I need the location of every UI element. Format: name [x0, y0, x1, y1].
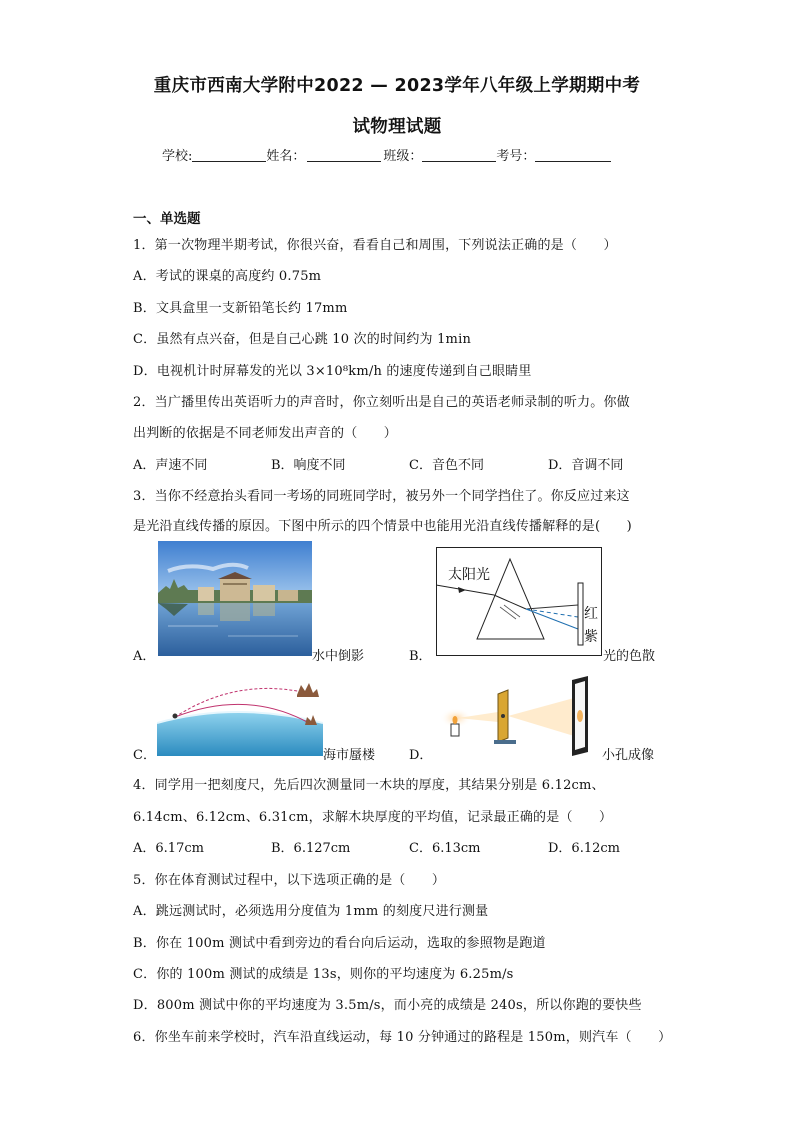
- q2-option-d: D．音调不同: [548, 458, 624, 473]
- q3-label-c: C．: [133, 748, 156, 763]
- class-label: 班级：: [383, 149, 423, 164]
- number-blank[interactable]: [535, 147, 611, 162]
- name-label: 姓名：: [266, 149, 306, 164]
- q5-option-c: C．你的 100m 测试的成绩是 13s，则你的平均速度为 6.25m/s: [133, 967, 514, 982]
- mirage-illustration: [157, 683, 323, 756]
- prism-sunlight-label: 太阳光: [448, 567, 490, 583]
- q2-option-c: C．音色不同: [409, 458, 484, 473]
- prism-red-label: 红: [584, 606, 598, 622]
- q1-stem: 1．第一次物理半期考试，你很兴奋，看看自己和周围，下列说法正确的是（ ）: [133, 238, 617, 253]
- q3-stem-line1: 3．当你不经意抬头看同一考场的同班同学时，被另外一个同学挡住了。你反应过来这: [133, 489, 630, 504]
- name-blank[interactable]: [307, 147, 381, 162]
- school-label: 学校:: [162, 149, 193, 164]
- q3-stem-line2: 是光沿直线传播的原因。下图中所示的四个情景中也能用光沿直线传播解释的是( ): [133, 519, 632, 534]
- q5-option-b: B．你在 100m 测试中看到旁边的看台向后运动，选取的参照物是跑道: [133, 936, 546, 951]
- q2-option-b: B．响度不同: [271, 458, 346, 473]
- q1-option-d: D．电视机计时屏幕发的光以 3×10⁸km/h 的速度传递到自己眼睛里: [133, 364, 532, 379]
- class-blank[interactable]: [422, 147, 496, 162]
- q3-label-b: B．: [409, 649, 432, 664]
- section-heading: 一、单选题: [133, 211, 201, 227]
- exam-title-line1: 重庆市西南大学附中2022 — 2023学年八年级上学期期中考: [153, 76, 641, 96]
- q4-stem-line2: 6.14cm、6.12cm、6.31cm，求解木块厚度的平均值，记录最正确的是（ ）: [133, 810, 613, 825]
- q3-label-d: D．: [409, 748, 433, 763]
- q3-caption-d: 小孔成像: [602, 748, 655, 763]
- q2-stem-line2: 出判断的依据是不同老师发出声音的（ ）: [133, 426, 398, 441]
- q3-caption-a: 水中倒影: [312, 649, 365, 664]
- q5-option-d: D．800m 测试中你的平均速度为 3.5m/s，而小亮的成绩是 240s，所以你跑的要快些: [133, 998, 642, 1013]
- q5-option-a: A．跳远测试时，必须选用分度值为 1mm 的刻度尺进行测量: [133, 904, 489, 919]
- exam-title-line2: 试物理试题: [352, 117, 442, 137]
- q3-caption-c: 海市蜃楼: [323, 748, 376, 763]
- number-label: 考号：: [496, 149, 536, 164]
- pinhole-camera-illustration: [436, 676, 602, 756]
- school-blank[interactable]: [192, 147, 266, 162]
- q5-stem: 5．你在体育测试过程中，以下选项正确的是（ ）: [133, 873, 446, 888]
- q3-caption-b: 光的色散: [603, 649, 656, 664]
- q1-option-b: B．文具盒里一支新铅笔长约 17mm: [133, 301, 348, 316]
- student-info-row: [162, 145, 611, 164]
- q6-stem: 6．你坐车前来学校时，汽车沿直线运动，每 10 分钟通过的路程是 150m，则汽车（ ）: [133, 1030, 672, 1045]
- reflection-photo: [158, 541, 312, 656]
- q2-stem-line1: 2．当广播里传出英语听力的声音时，你立刻听出是自己的英语老师录制的听力。你做: [133, 395, 630, 410]
- q1-option-a: A．考试的课桌的高度约 0.75m: [133, 269, 322, 284]
- q1-option-c: C．虽然有点兴奋，但是自己心跳 10 次的时间约为 1min: [133, 332, 472, 347]
- q4-option-d: D．6.12cm: [548, 841, 620, 856]
- q4-option-a: A．6.17cm: [133, 841, 204, 856]
- q2-option-a: A．声速不同: [133, 458, 208, 473]
- q4-stem-line1: 4．同学用一把刻度尺，先后四次测量同一木块的厚度，其结果分别是 6.12cm、: [133, 778, 605, 793]
- q4-option-b: B．6.127cm: [271, 841, 351, 856]
- prism-violet-label: 紫: [584, 629, 598, 645]
- q4-option-c: C．6.13cm: [409, 841, 481, 856]
- q3-label-a: A．: [133, 649, 156, 664]
